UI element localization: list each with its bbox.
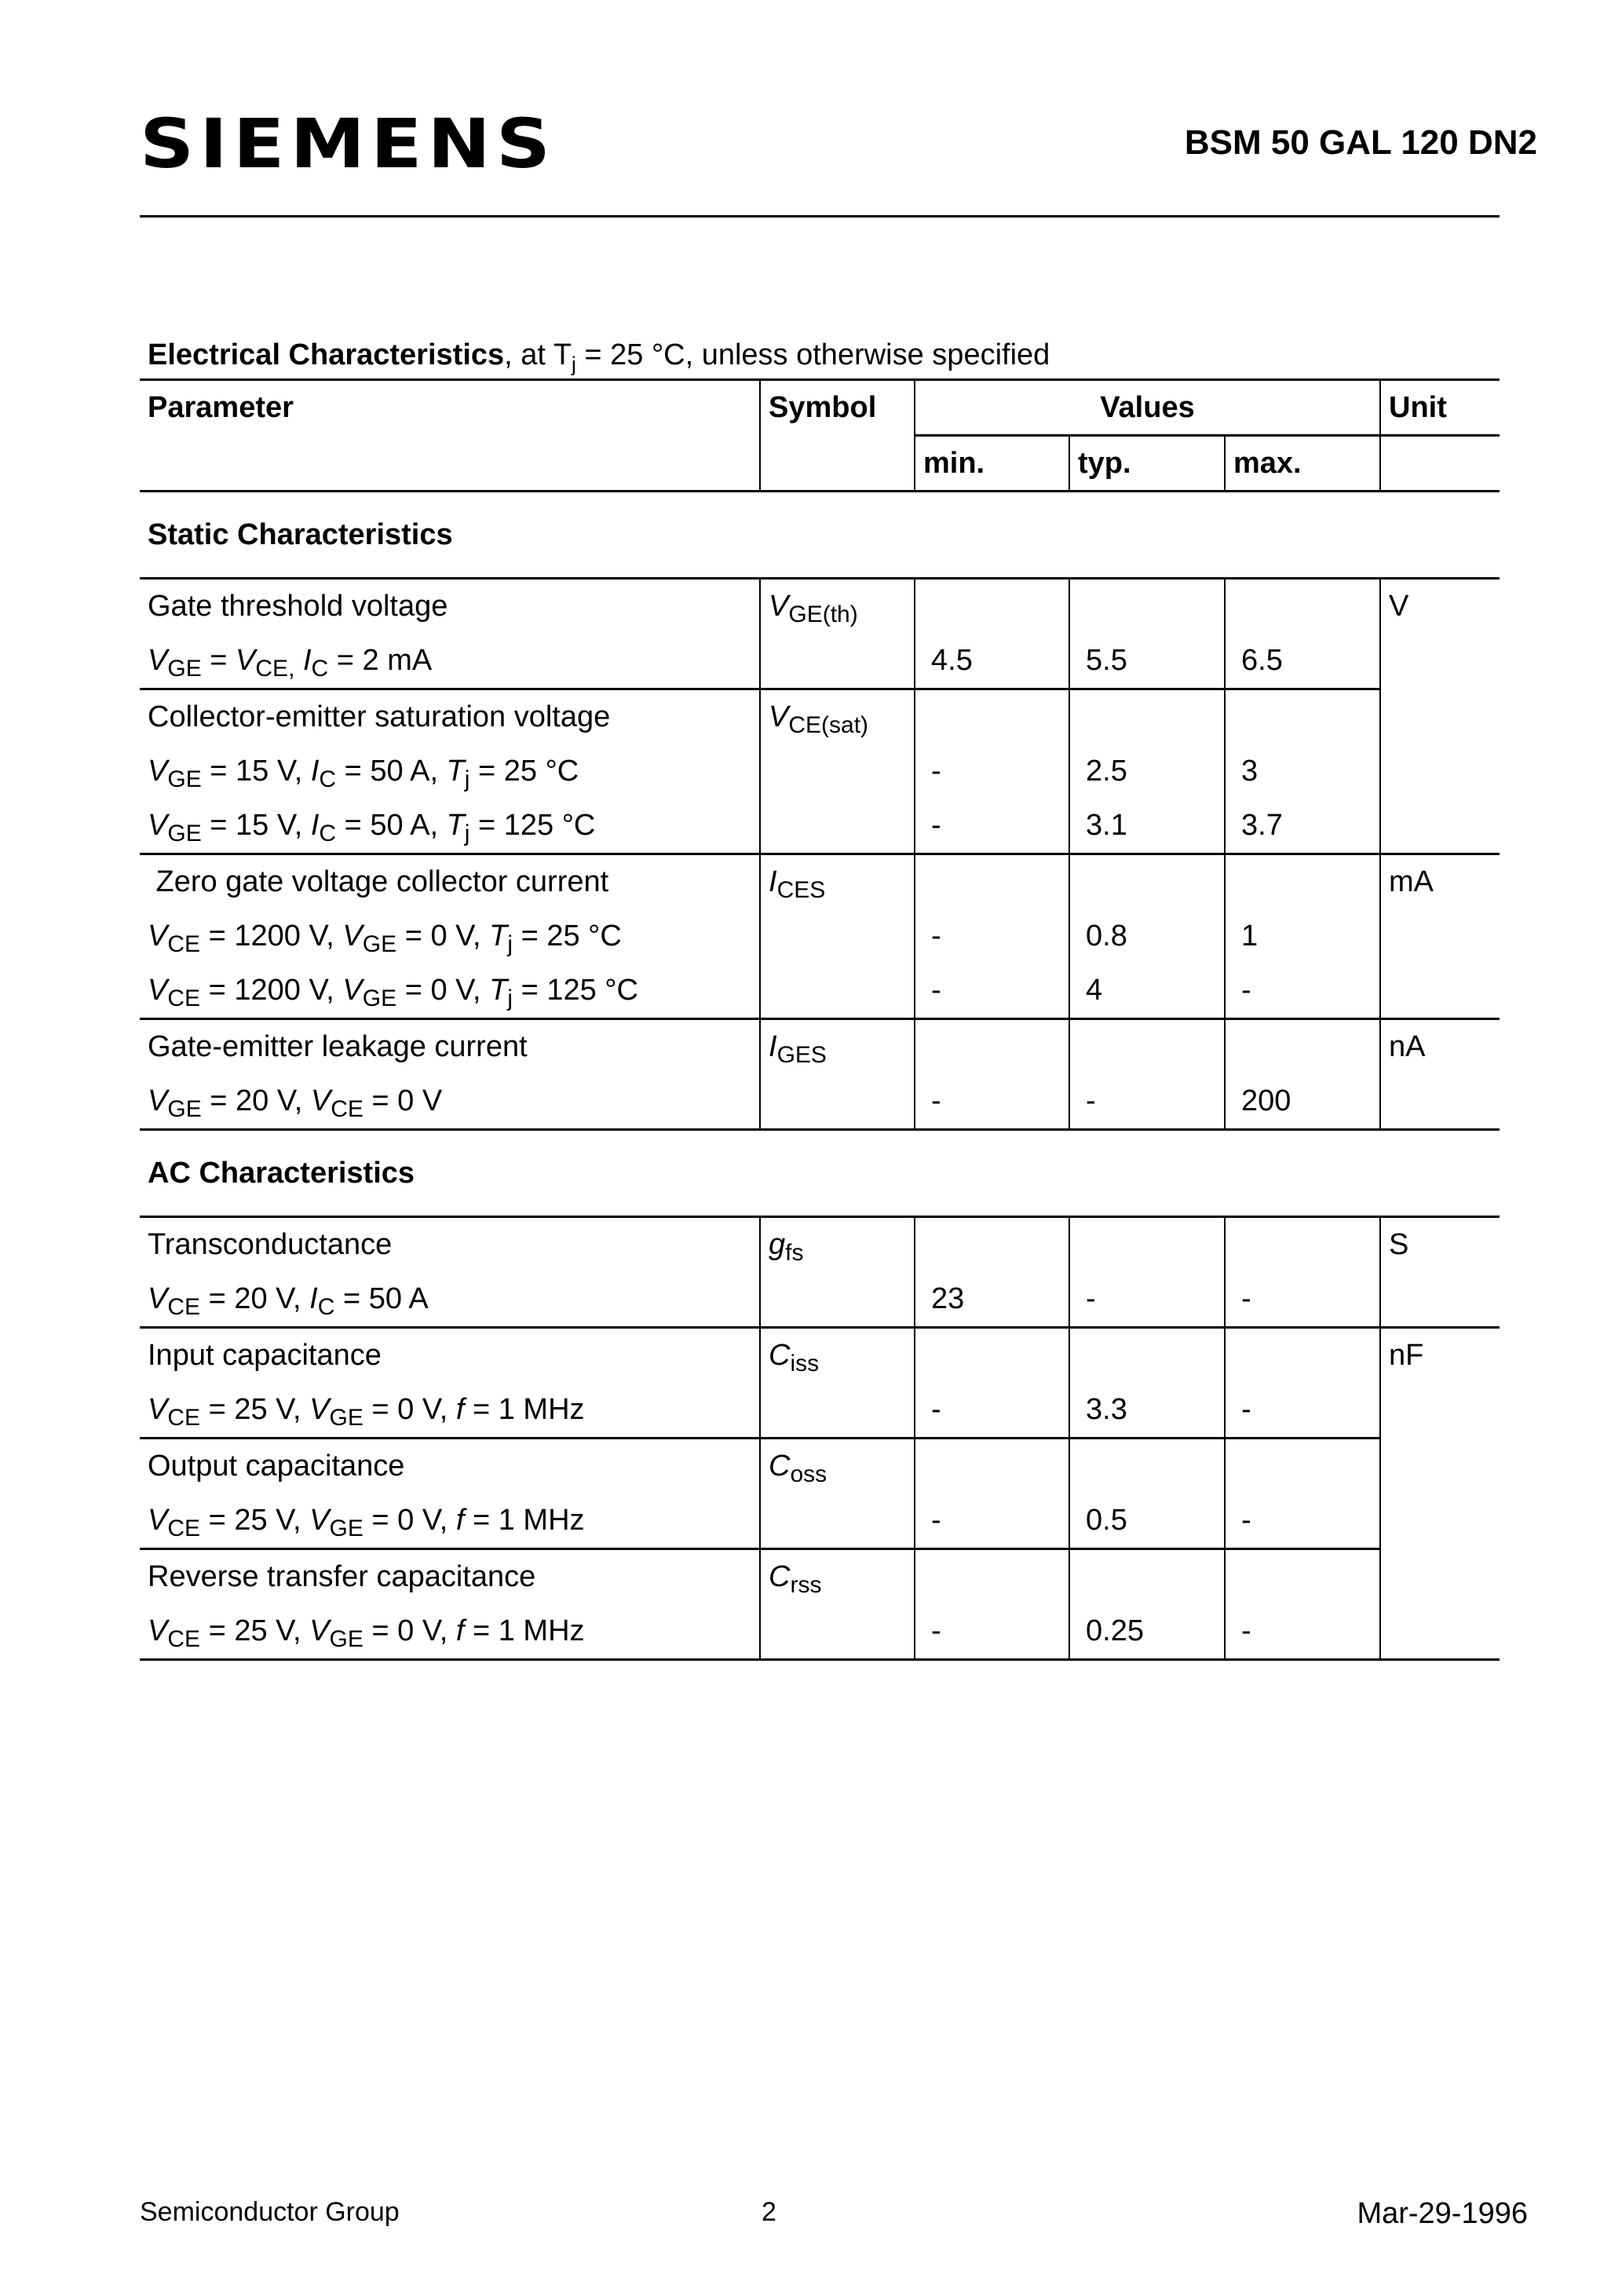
condition-part: = 1200 V, <box>200 919 343 952</box>
condition-part: CE <box>167 931 201 957</box>
section-title: Static Characteristics <box>140 492 1500 579</box>
header-row <box>140 380 1500 436</box>
condition-part: CE <box>167 1626 201 1652</box>
value-typ: 2.5 <box>1069 744 1225 799</box>
condition-part: GE <box>167 656 202 682</box>
value-typ: 0.25 <box>1069 1604 1225 1660</box>
unit-cell: S <box>1380 1217 1500 1328</box>
condition-text <box>140 1074 760 1130</box>
header-symbol: Symbol <box>760 380 915 492</box>
header-unit-blank <box>1380 436 1500 492</box>
symbol-main: C <box>769 1450 791 1483</box>
header-typ: typ. <box>1069 436 1225 492</box>
condition-part: GE <box>329 1515 363 1541</box>
condition-part: = 15 V, <box>201 809 311 842</box>
symbol-sub: oss <box>790 1461 827 1487</box>
siemens-logo: SIEMENS <box>140 104 557 184</box>
symbol-main: I <box>769 865 777 898</box>
condition-text <box>140 634 760 689</box>
parameter-row <box>140 689 1500 745</box>
condition-part: = 25 °C <box>513 919 622 952</box>
condition-part: f <box>455 1614 465 1647</box>
section-row <box>140 1130 1500 1217</box>
condition-part: = 125 °C <box>513 974 638 1007</box>
condition-part: = 1 MHz <box>464 1504 585 1537</box>
symbol-sub: GE(th) <box>788 601 858 627</box>
condition-part: GE <box>167 1096 202 1122</box>
condition-part: I <box>309 1282 318 1315</box>
symbol-sub: fs <box>785 1240 804 1266</box>
condition-part: = 0 V, <box>363 1614 456 1647</box>
condition-part: = 0 V, <box>396 974 490 1007</box>
value-min: - <box>915 909 1069 963</box>
value-max: 1 <box>1225 909 1380 963</box>
value-max: - <box>1225 963 1380 1019</box>
table-caption <box>140 330 1500 378</box>
condition-part: CE <box>331 1096 363 1122</box>
condition-part: CE <box>167 1405 201 1431</box>
header-min: min. <box>915 436 1069 492</box>
condition-part: = 0 V, <box>363 1393 456 1426</box>
value-max: - <box>1225 1383 1380 1439</box>
blank-typ <box>1069 579 1225 634</box>
blank-max <box>1225 1549 1380 1605</box>
condition-part: j <box>464 766 470 792</box>
condition-part: T <box>489 974 508 1007</box>
condition-text <box>140 1604 760 1660</box>
condition-part: GE <box>167 766 202 792</box>
condition-part: V <box>148 1504 168 1537</box>
value-max: - <box>1225 1272 1380 1328</box>
condition-part: C <box>311 656 329 682</box>
parameter-name: Input capacitance <box>140 1328 760 1384</box>
parameter-row <box>140 1019 1500 1075</box>
footer-left: Semiconductor Group <box>140 2197 400 2227</box>
condition-part: f <box>455 1504 465 1537</box>
condition-part: j <box>464 821 470 846</box>
symbol-main: V <box>769 700 789 733</box>
parameter-symbol <box>760 1439 915 1549</box>
blank-min <box>915 1328 1069 1384</box>
condition-text <box>140 799 760 854</box>
caption-text-a: , at T <box>504 338 572 371</box>
value-typ: 3.1 <box>1069 799 1225 854</box>
unit-cell: nF <box>1380 1328 1500 1660</box>
condition-part: j <box>507 931 513 957</box>
value-typ: - <box>1069 1272 1225 1328</box>
header-values: Values <box>915 380 1380 436</box>
caption-sub: j <box>572 352 576 376</box>
condition-part: V <box>342 919 363 952</box>
symbol-main: C <box>769 1560 791 1593</box>
value-max: 3 <box>1225 744 1380 799</box>
condition-part: = 0 V <box>363 1084 443 1117</box>
condition-part: V <box>148 644 168 677</box>
condition-part: V <box>310 1084 331 1117</box>
header-unit: Unit <box>1380 380 1500 436</box>
condition-part: = 1 MHz <box>464 1393 585 1426</box>
parameter-name: Zero gate voltage collector current <box>140 854 760 910</box>
parameter-symbol <box>760 854 915 1019</box>
value-min: - <box>915 744 1069 799</box>
section-title: AC Characteristics <box>140 1130 1500 1217</box>
value-typ: 5.5 <box>1069 634 1225 689</box>
condition-part: f <box>455 1393 465 1426</box>
condition-part: = 25 V, <box>200 1614 310 1647</box>
section-row <box>140 492 1500 579</box>
condition-part: = 0 V, <box>363 1504 456 1537</box>
condition-part: T <box>446 755 465 788</box>
condition-part: V <box>309 1614 330 1647</box>
blank-max <box>1225 1019 1380 1075</box>
parameter-symbol <box>760 1549 915 1660</box>
caption-text-b: = 25 °C, unless otherwise specified <box>575 338 1050 371</box>
condition-part: = <box>201 644 236 677</box>
header-parameter: Parameter <box>140 380 760 492</box>
blank-max <box>1225 1439 1380 1494</box>
blank-max <box>1225 689 1380 745</box>
condition-part: = 1 MHz <box>464 1614 585 1647</box>
condition-part: V <box>148 1084 168 1117</box>
symbol-main: C <box>769 1339 791 1372</box>
blank-min <box>915 854 1069 910</box>
parameter-row <box>140 1217 1500 1273</box>
value-max: 3.7 <box>1225 799 1380 854</box>
value-min: - <box>915 1493 1069 1549</box>
symbol-sub: rss <box>790 1572 822 1598</box>
condition-part: GE <box>362 931 397 957</box>
value-min: - <box>915 1604 1069 1660</box>
symbol-sub: iss <box>790 1351 820 1377</box>
characteristics-sheet <box>140 330 1500 1661</box>
symbol-sub: CES <box>776 877 826 903</box>
condition-part: V <box>236 644 256 677</box>
value-typ: - <box>1069 1074 1225 1130</box>
condition-text <box>140 909 760 963</box>
condition-part: GE <box>167 821 202 846</box>
blank-typ <box>1069 1439 1225 1494</box>
value-min: - <box>915 799 1069 854</box>
condition-part: = 2 mA <box>328 644 433 677</box>
blank-min <box>915 1217 1069 1273</box>
parameter-name: Reverse transfer capacitance <box>140 1549 760 1605</box>
blank-typ <box>1069 1019 1225 1075</box>
symbol-main: V <box>769 590 789 623</box>
caption-bold: Electrical Characteristics <box>148 338 505 371</box>
parameter-row <box>140 1439 1500 1494</box>
blank-min <box>915 1549 1069 1605</box>
condition-text <box>140 1493 760 1549</box>
condition-part: V <box>148 919 168 952</box>
condition-part: GE <box>329 1626 363 1652</box>
parameter-name: Collector-emitter saturation voltage <box>140 689 760 745</box>
condition-part: V <box>309 1504 330 1537</box>
value-min: - <box>915 1074 1069 1130</box>
blank-max <box>1225 1328 1380 1384</box>
parameter-row <box>140 854 1500 910</box>
condition-part: = 25 V, <box>200 1504 310 1537</box>
symbol-main: g <box>769 1228 786 1261</box>
blank-typ <box>1069 1328 1225 1384</box>
unit-cell: nA <box>1380 1019 1500 1130</box>
value-max: - <box>1225 1604 1380 1660</box>
condition-part: V <box>148 974 168 1007</box>
value-max: - <box>1225 1493 1380 1549</box>
blank-min <box>915 689 1069 745</box>
value-typ: 3.3 <box>1069 1383 1225 1439</box>
unit-cell: mA <box>1380 854 1500 1019</box>
condition-part: I <box>310 755 320 788</box>
condition-part: CE <box>167 1294 201 1320</box>
condition-part: I <box>310 809 320 842</box>
symbol-sub: GES <box>776 1042 827 1068</box>
condition-part: GE <box>362 985 397 1011</box>
value-min: - <box>915 1383 1069 1439</box>
condition-part: V <box>342 974 363 1007</box>
blank-max <box>1225 1217 1380 1273</box>
parameter-name: Gate-emitter leakage current <box>140 1019 760 1075</box>
unit-cell: V <box>1380 579 1500 854</box>
condition-part: C <box>319 821 337 846</box>
blank-typ <box>1069 1549 1225 1605</box>
parameter-row <box>140 1549 1500 1605</box>
condition-part: I <box>302 644 312 677</box>
condition-part <box>294 644 303 677</box>
blank-typ <box>1069 689 1225 745</box>
condition-part: = 50 A, <box>336 809 447 842</box>
blank-typ <box>1069 1217 1225 1273</box>
characteristics-table <box>140 378 1500 1661</box>
condition-part: T <box>446 809 465 842</box>
condition-part: = 125 °C <box>469 809 596 842</box>
footer-date: Mar-29-1996 <box>1357 2197 1528 2230</box>
parameter-name: Output capacitance <box>140 1439 760 1494</box>
parameter-symbol <box>760 1328 915 1439</box>
blank-max <box>1225 854 1380 910</box>
condition-part: C <box>317 1294 335 1320</box>
symbol-sub: CE(sat) <box>788 712 869 738</box>
condition-part: V <box>148 1282 168 1315</box>
parameter-symbol <box>760 1019 915 1130</box>
header-rule <box>140 215 1500 218</box>
condition-text <box>140 744 760 799</box>
parameter-symbol <box>760 689 915 854</box>
condition-text <box>140 1383 760 1439</box>
condition-part: V <box>148 1614 168 1647</box>
header-max: max. <box>1225 436 1380 492</box>
condition-part: = 15 V, <box>201 755 311 788</box>
condition-text <box>140 1272 760 1328</box>
value-max: 200 <box>1225 1074 1380 1130</box>
blank-min <box>915 1019 1069 1075</box>
blank-max <box>1225 579 1380 634</box>
condition-part: = 0 V, <box>396 919 490 952</box>
condition-part: T <box>489 919 508 952</box>
condition-part: CE <box>167 985 201 1011</box>
blank-min <box>915 1439 1069 1494</box>
blank-typ <box>1069 854 1225 910</box>
parameter-name: Transconductance <box>140 1217 760 1273</box>
document-title: BSM 50 GAL 120 DN2 <box>1184 123 1537 162</box>
condition-text <box>140 963 760 1019</box>
condition-part: = 20 V, <box>201 1084 311 1117</box>
value-max: 6.5 <box>1225 634 1380 689</box>
parameter-symbol <box>760 1217 915 1328</box>
condition-part: CE, <box>255 656 295 682</box>
blank-min <box>915 579 1069 634</box>
parameter-row <box>140 579 1500 634</box>
condition-part: j <box>507 985 513 1011</box>
condition-part: V <box>148 809 168 842</box>
value-typ: 0.8 <box>1069 909 1225 963</box>
condition-part: V <box>148 755 168 788</box>
condition-part: = 50 A, <box>336 755 447 788</box>
condition-part: V <box>309 1393 330 1426</box>
value-typ: 0.5 <box>1069 1493 1225 1549</box>
value-typ: 4 <box>1069 963 1225 1019</box>
condition-part: CE <box>167 1515 201 1541</box>
parameter-row <box>140 1328 1500 1384</box>
value-min: 23 <box>915 1272 1069 1328</box>
footer-page-number: 2 <box>762 2197 776 2227</box>
value-min: - <box>915 963 1069 1019</box>
value-min: 4.5 <box>915 634 1069 689</box>
condition-part: V <box>148 1393 168 1426</box>
parameter-symbol <box>760 579 915 689</box>
condition-part: = 20 V, <box>200 1282 310 1315</box>
condition-part: C <box>319 766 337 792</box>
condition-part: = 50 A <box>334 1282 429 1315</box>
parameter-name: Gate threshold voltage <box>140 579 760 634</box>
condition-part: = 25 °C <box>469 755 579 788</box>
condition-part: = 25 V, <box>200 1393 310 1426</box>
condition-part: = 1200 V, <box>200 974 343 1007</box>
symbol-main: I <box>769 1030 777 1063</box>
condition-part: GE <box>329 1405 363 1431</box>
